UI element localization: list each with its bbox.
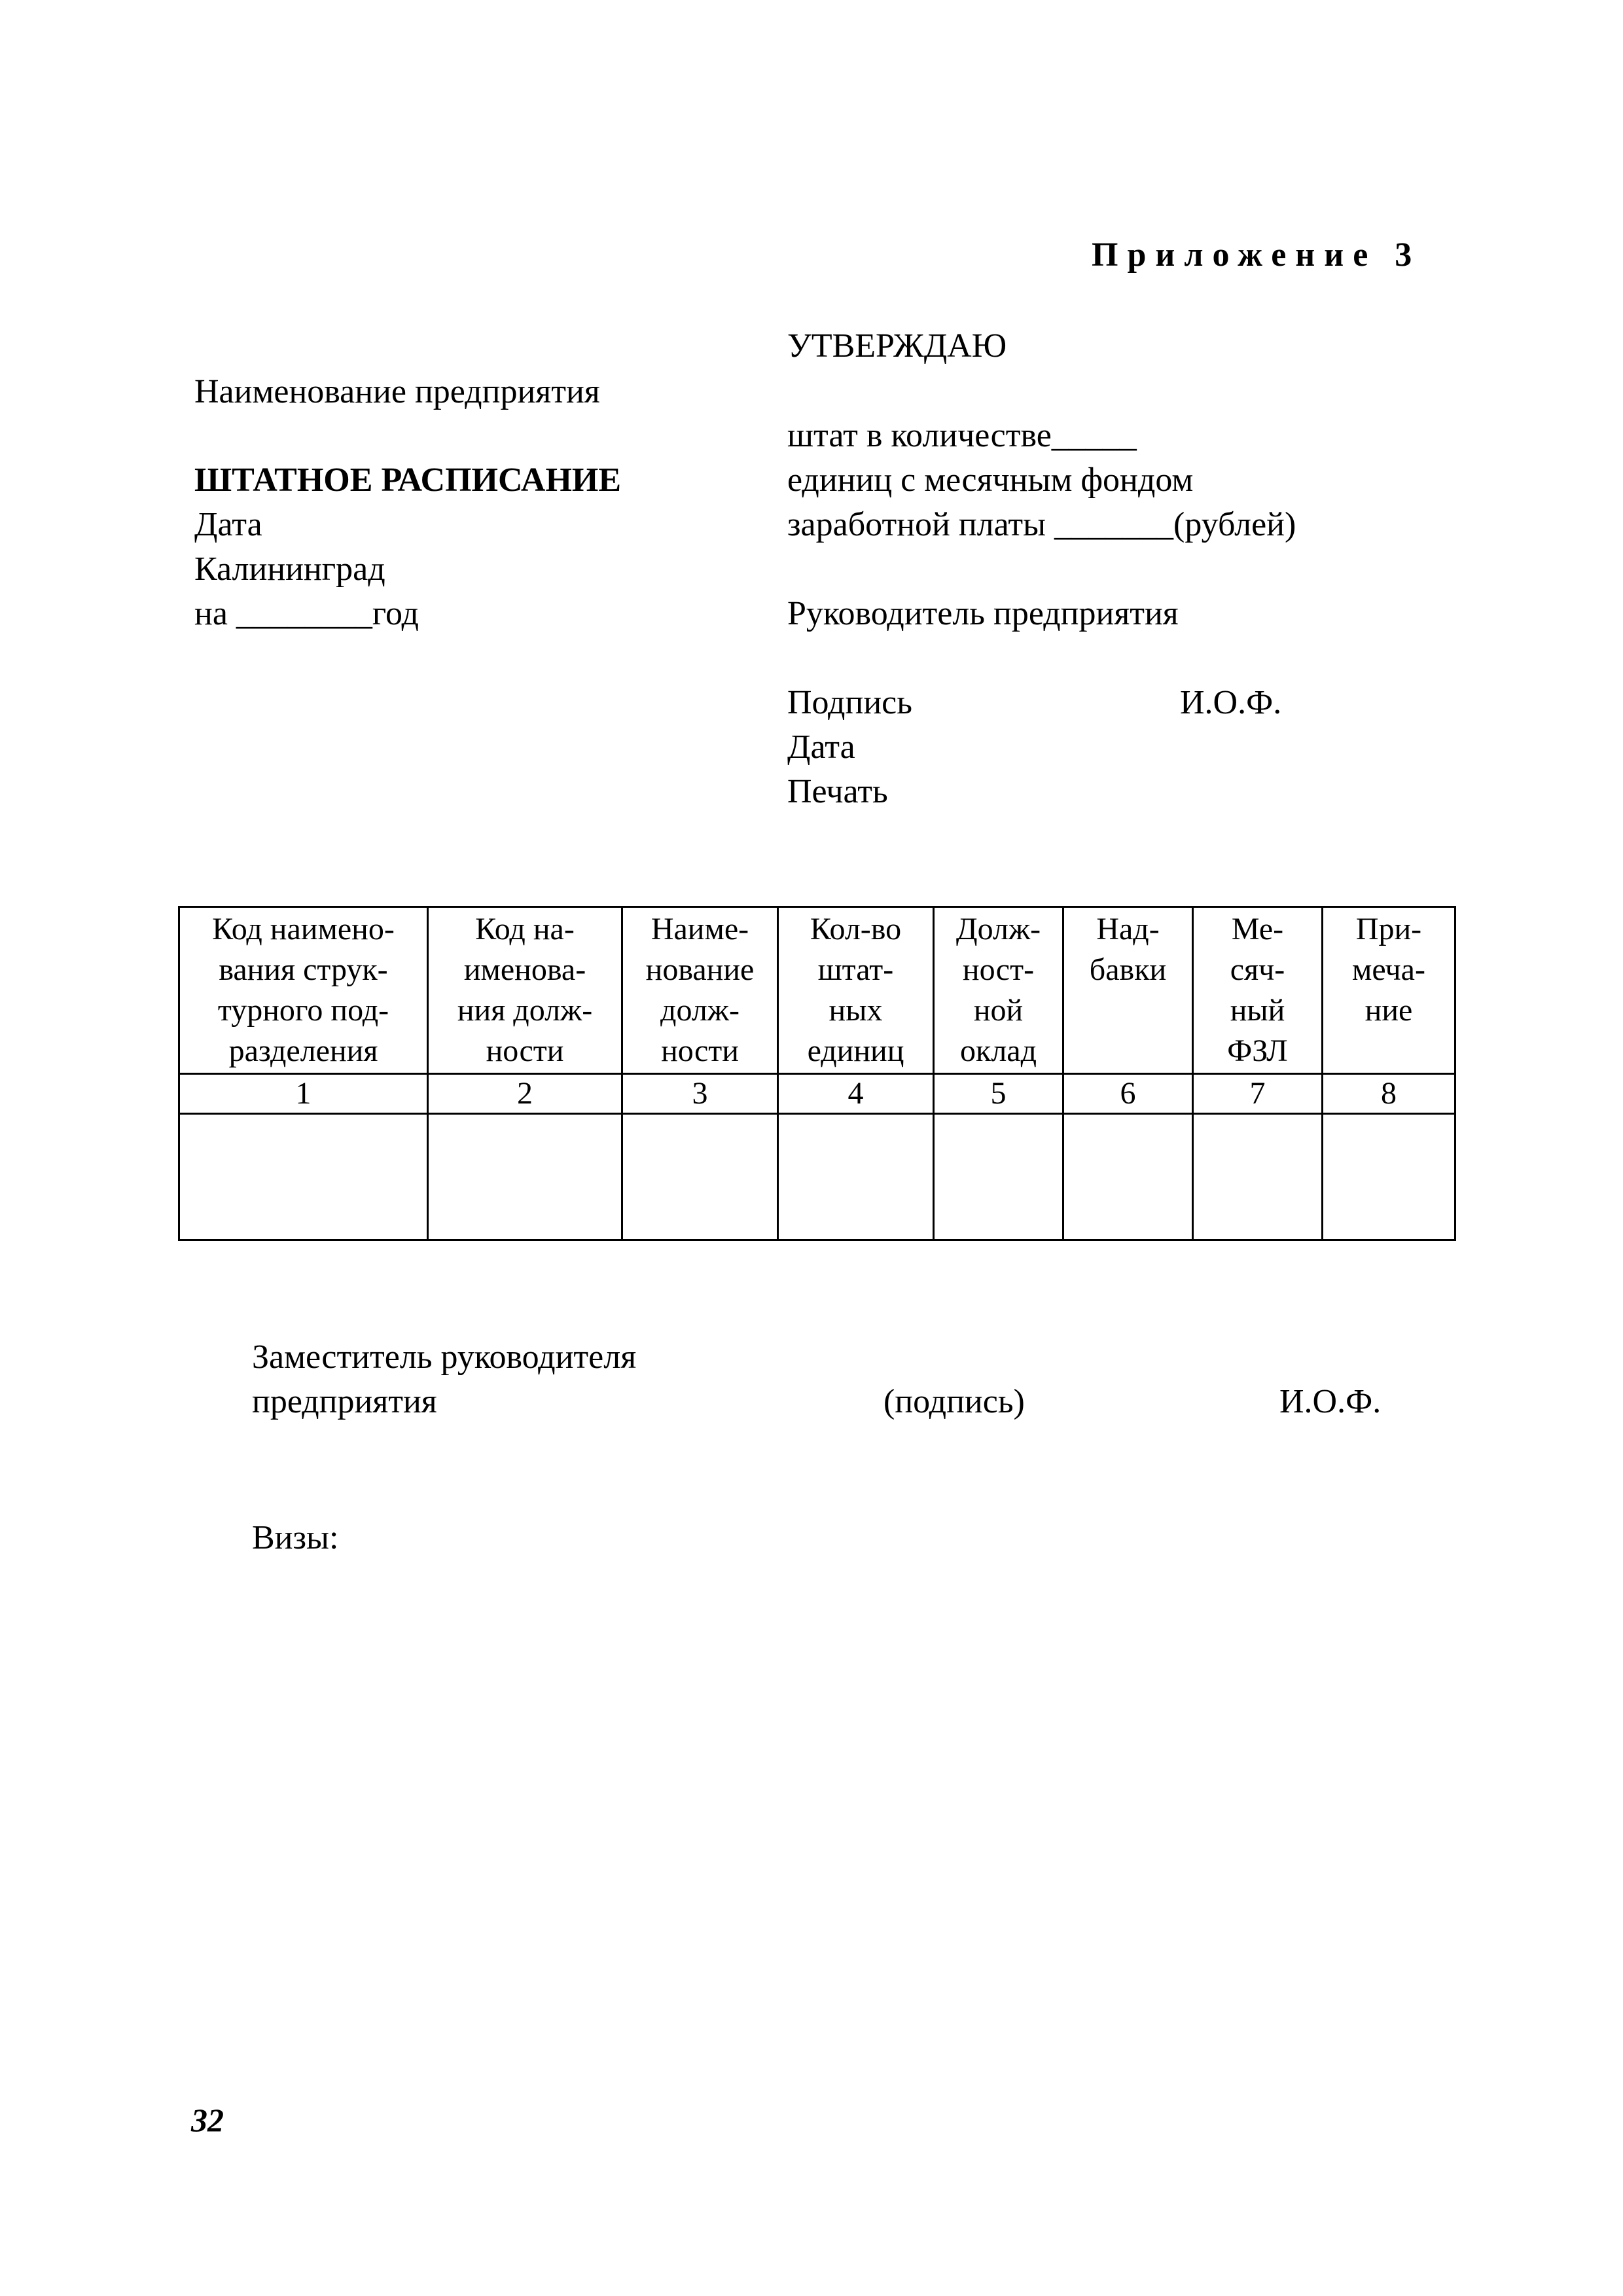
enterprise-name-label: Наименование предприятия [194,373,600,410]
column-number-cell: 2 [428,1074,622,1114]
appendix-label: Приложение 3 [1092,236,1421,274]
seal-label: Печать [787,773,888,810]
doc-title: ШТАТНОЕ РАСПИСАНИЕ [194,461,622,499]
empty-cell [179,1114,428,1240]
empty-cell [778,1114,934,1240]
header-cell: Долж- ност- ной оклад [934,907,1063,1074]
staff-count-line: штат в количестве_____ [787,417,1137,454]
header-cell: При- меча- ние [1323,907,1455,1074]
header-cell: Код на- именова- ния долж- ности [428,907,622,1074]
initials-label: И.О.Ф. [1180,684,1282,721]
deputy-signature-label: (подпись) [883,1383,1025,1420]
empty-cell [934,1114,1063,1240]
deputy-initials-label: И.О.Ф. [1279,1383,1382,1420]
head-label: Руководитель предприятия [787,595,1179,632]
header-cell: Ме- сяч- ный ФЗЛ [1193,907,1323,1074]
column-number-cell: 4 [778,1074,934,1114]
column-number-cell: 6 [1063,1074,1193,1114]
salary-line: заработной платы _______(рублей) [787,506,1296,543]
column-number-row [179,1074,1455,1114]
deputy-title-line1: Заместитель руководителя [252,1338,637,1376]
table-header-row [179,907,1455,1074]
empty-cell [1323,1114,1455,1240]
visas-label: Визы: [252,1519,339,1556]
table-row [179,1114,1455,1240]
city-label: Калининград [194,550,385,588]
header-cell: Над- бавки [1063,907,1193,1074]
column-number-cell: 8 [1323,1074,1455,1114]
deputy-title-line2: предприятия [252,1383,437,1420]
approval-date-label: Дата [787,728,855,766]
units-fund-line: единиц с месячным фондом [787,461,1194,499]
empty-cell [1193,1114,1323,1240]
column-number-cell: 1 [179,1074,428,1114]
year-line: на ________год [194,595,419,632]
column-number-cell: 5 [934,1074,1063,1114]
page-number: 32 [191,2102,224,2138]
header-cell: Наиме- нование долж- ности [622,907,778,1074]
approval-heading: УТВЕРЖДАЮ [787,327,1007,365]
column-number-cell: 3 [622,1074,778,1114]
column-number-cell: 7 [1193,1074,1323,1114]
header-cell: Кол-во штат- ных единиц [778,907,934,1074]
empty-cell [622,1114,778,1240]
empty-cell [1063,1114,1193,1240]
signature-label: Подпись [787,684,912,721]
date-label: Дата [194,506,262,543]
header-cell: Код наимено- вания струк- турного под- разделения [179,907,428,1074]
staff-schedule-table [178,906,1456,1241]
empty-cell [428,1114,622,1240]
